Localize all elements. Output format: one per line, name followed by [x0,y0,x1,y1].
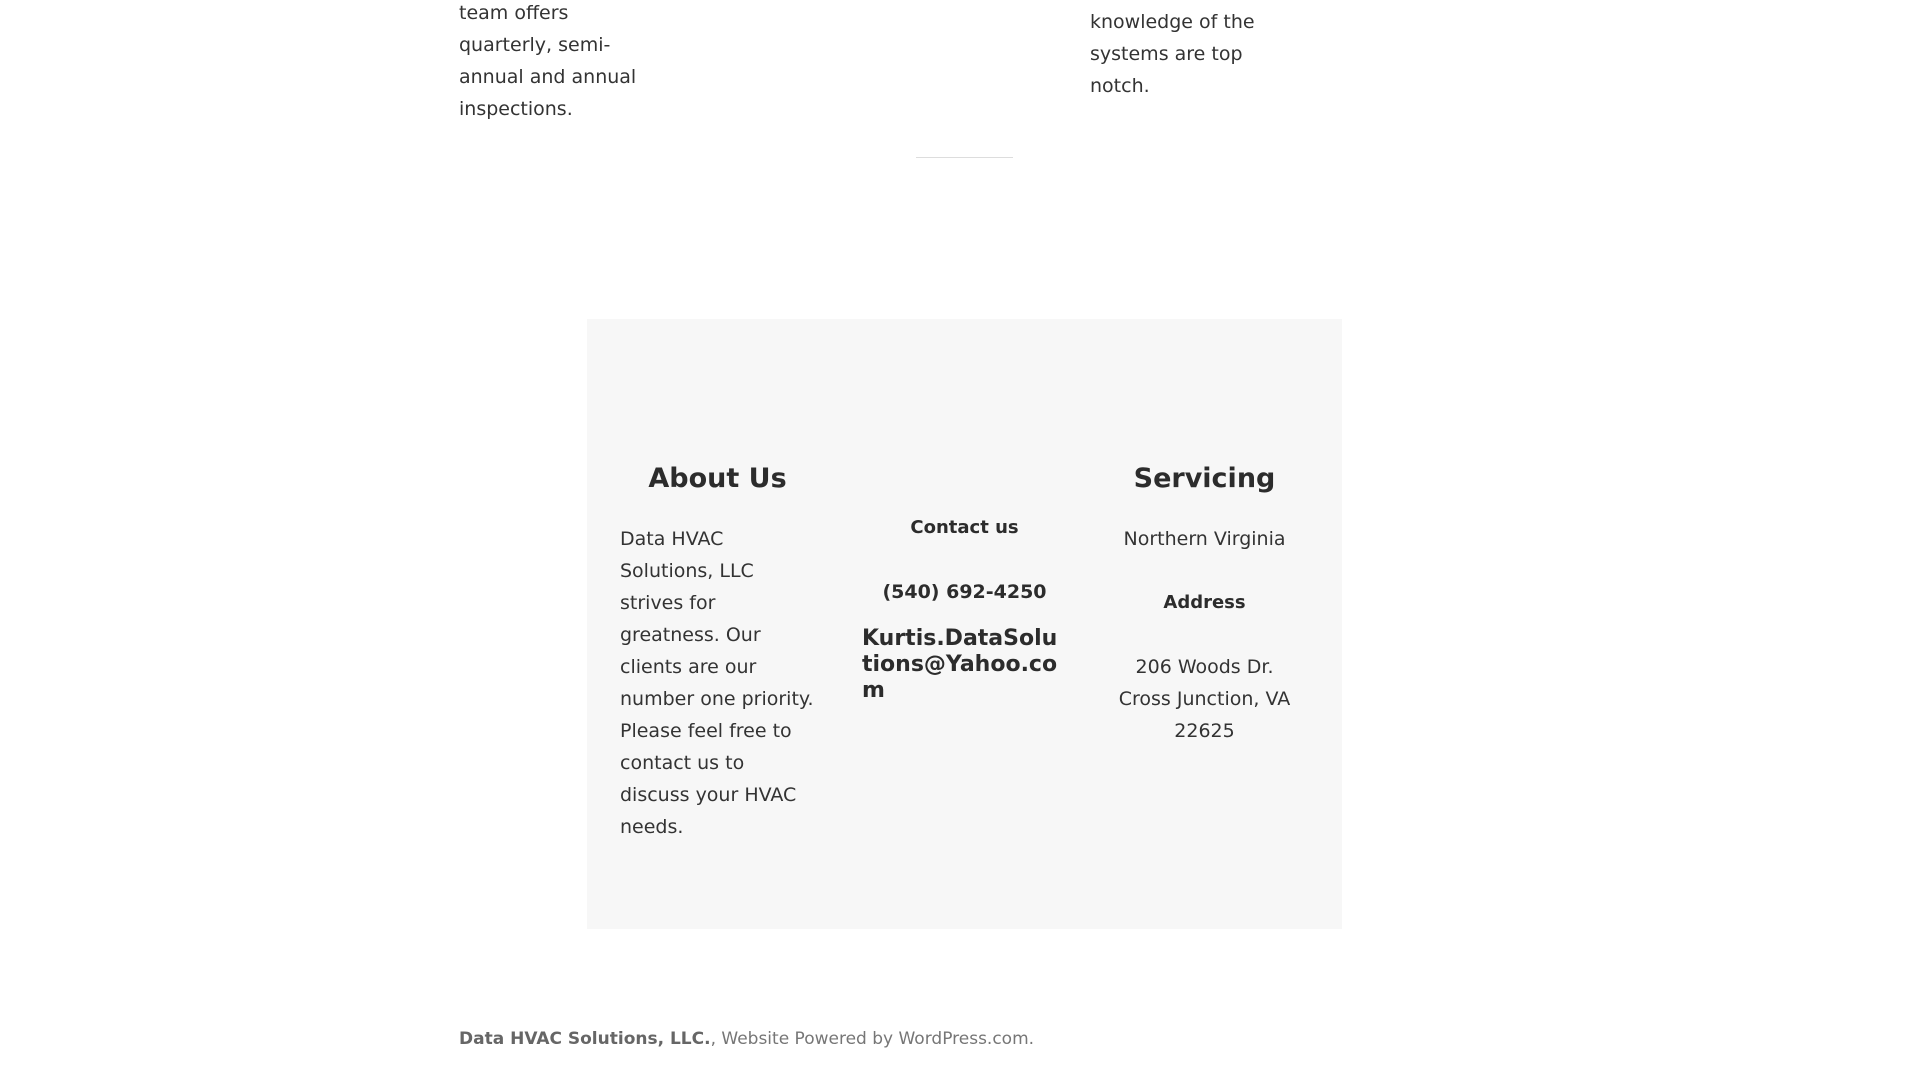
contact-widget [862,514,1067,704]
address-label: Address [1163,592,1246,613]
feature-right-text: knowledge of the systems are top notch. [1090,11,1255,97]
section-divider [916,157,1013,158]
servicing-title: Servicing [1133,463,1276,494]
feature-left-text: team offers quarterly, semi-annual and annual inspections. [459,2,637,120]
site-info-separator: , [710,1029,716,1049]
address-line-3: 22625 [1174,720,1235,742]
address-line-2: Cross Junction, VA [1118,688,1291,710]
email-link[interactable]: Kurtis.DataSolutions@Yahoo.com [862,626,1058,703]
address-text [1107,651,1302,747]
phone-number[interactable]: (540) 692-4250 [882,581,1047,603]
site-info [459,1027,1034,1051]
service-region: Northern Virginia [1123,528,1286,550]
site-brand-link[interactable]: Data HVAC Solutions, LLC. [459,1029,711,1049]
servicing-widget [1107,461,1302,747]
about-widget [620,461,815,843]
footer-widgets [587,319,1342,929]
contact-label: Contact us [910,517,1019,538]
powered-by-link[interactable]: Website Powered by WordPress.com. [721,1029,1035,1049]
about-text: Data HVAC Solutions, LLC strives for greatness. Our clients are our number one priority. Please feel free to contact us to discuss your HVAC needs. [620,528,814,838]
about-title: About Us [648,463,787,494]
address-line-1: 206 Woods Dr. [1135,656,1274,678]
